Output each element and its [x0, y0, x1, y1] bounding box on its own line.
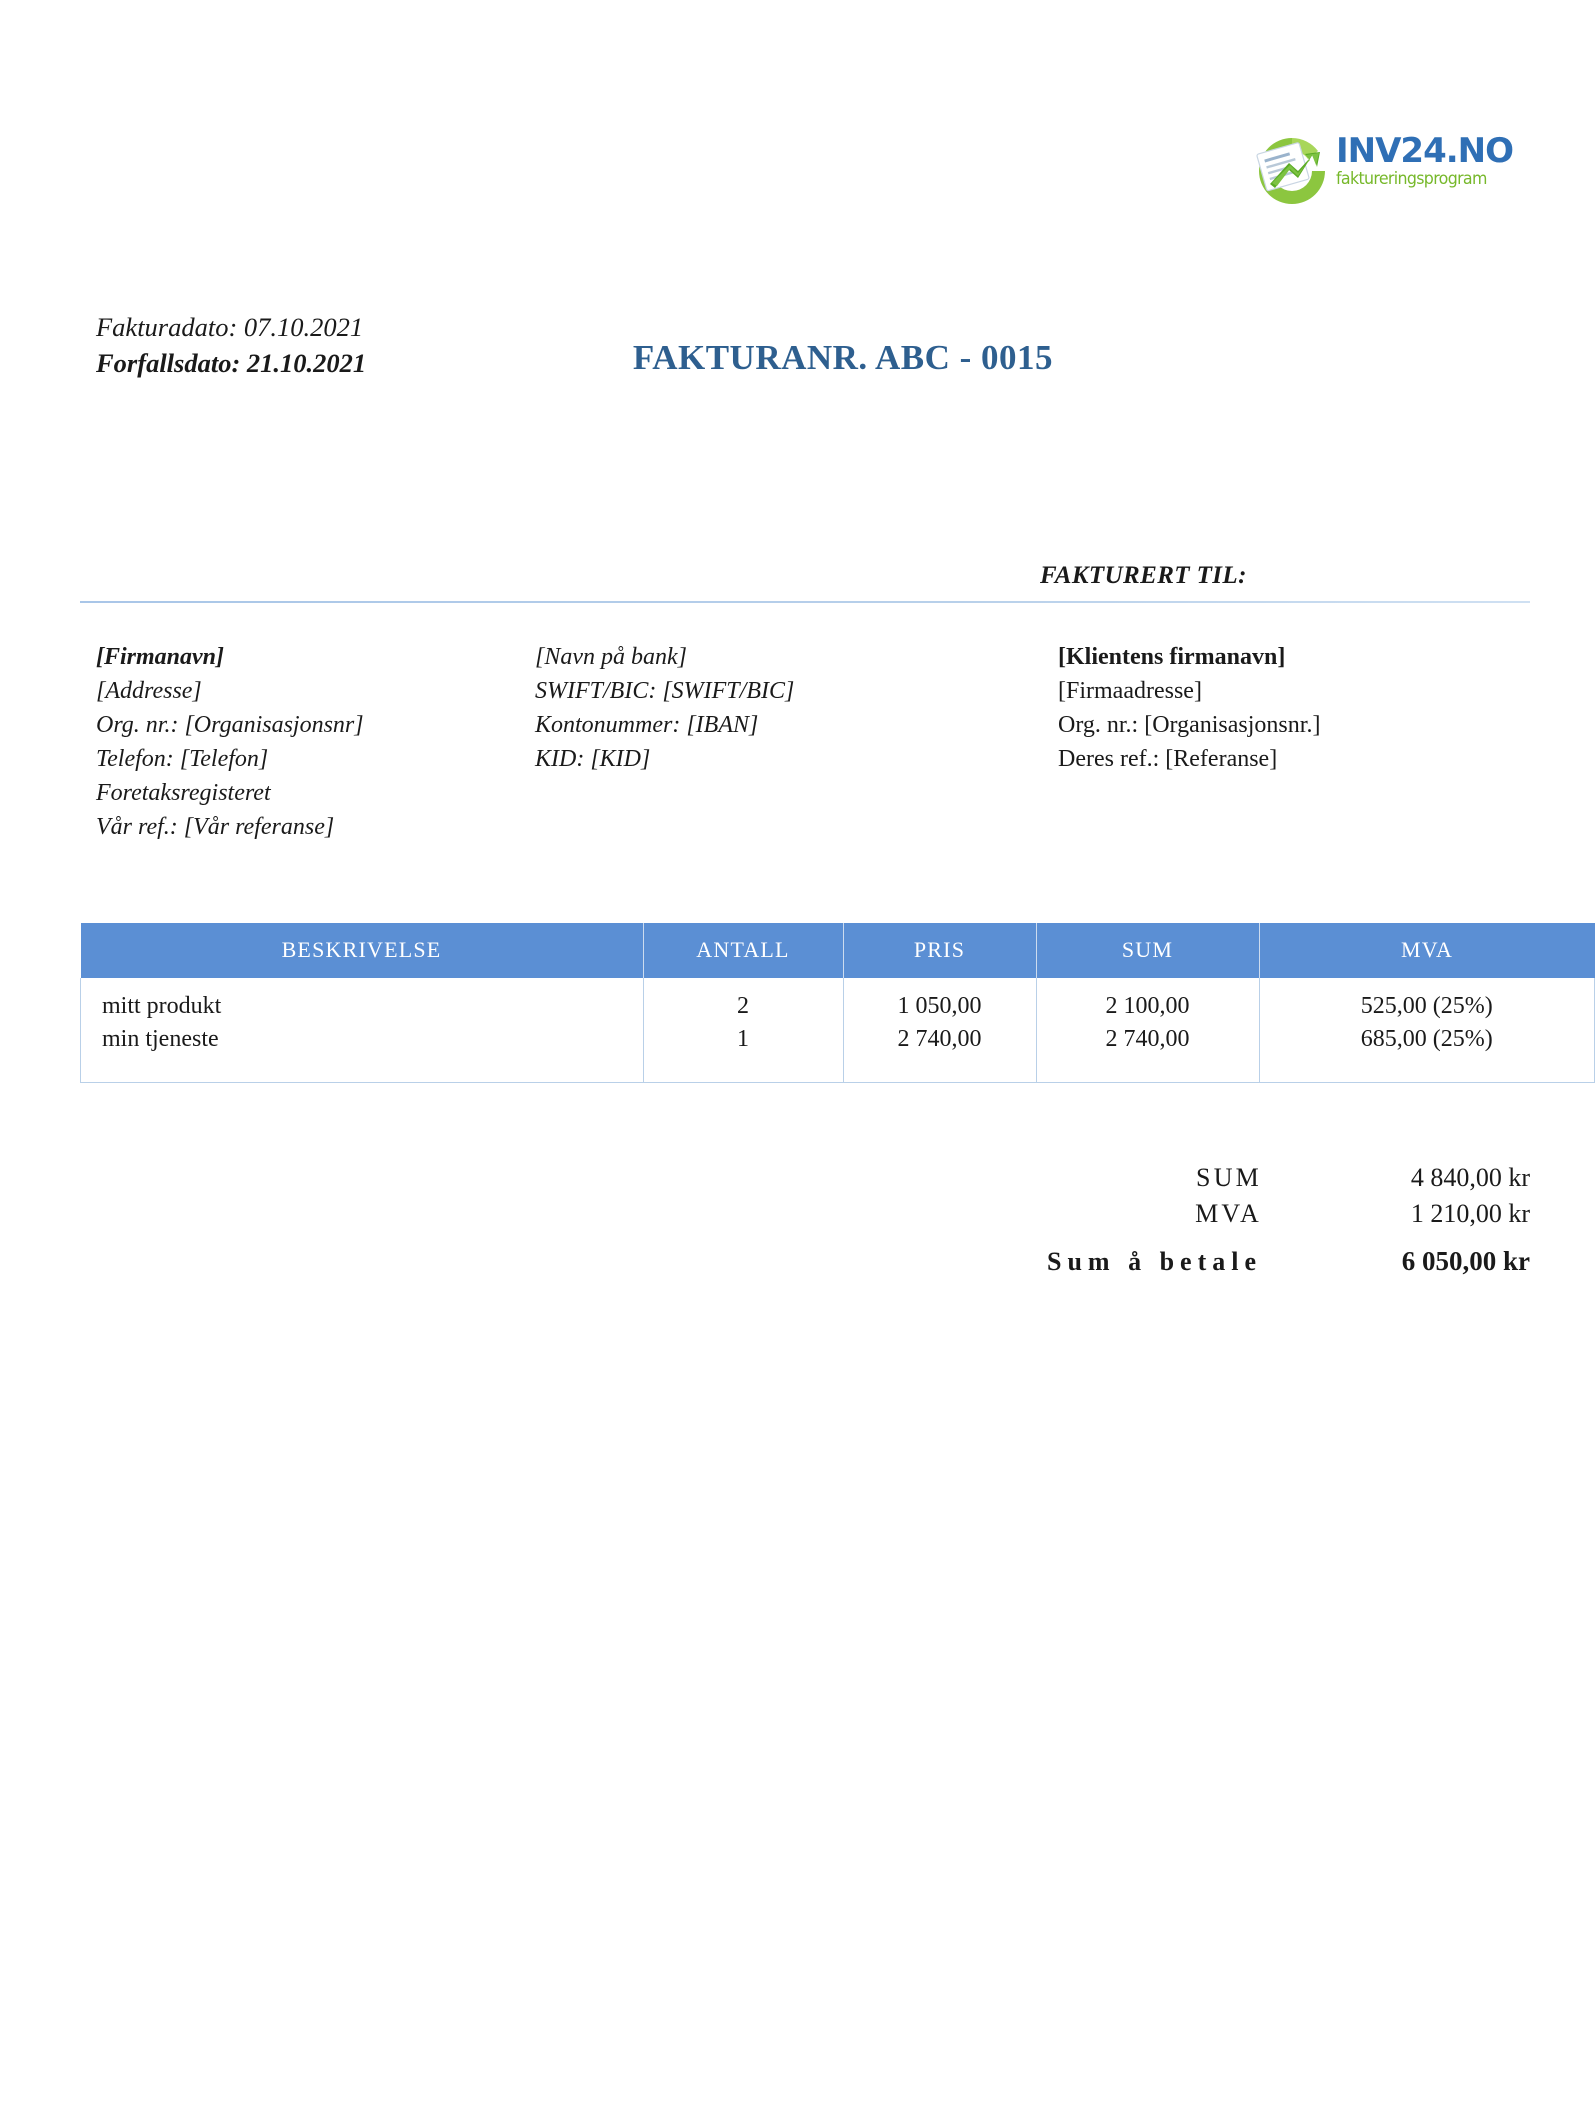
- totals-sum-value: 4 840,00 kr: [1410, 1163, 1530, 1192]
- totals-grand-value: 6 050,00 kr: [1401, 1246, 1530, 1276]
- cell-sum: [1036, 978, 1259, 1083]
- sender-registry: Foretaksregisteret: [96, 780, 271, 807]
- table-row: [81, 978, 1595, 1083]
- totals-row-vat: [1047, 1196, 1530, 1232]
- client-company-name: [Klientens firmanavn]: [1058, 644, 1286, 670]
- totals-row-sum: [1047, 1160, 1530, 1196]
- client-address: [Firmaadresse]: [1058, 678, 1202, 705]
- bank-swift: SWIFT/BIC: [SWIFT/BIC]: [535, 678, 795, 705]
- totals-vat-label: MVA: [1195, 1199, 1262, 1228]
- totals-vat-value: 1 210,00 kr: [1410, 1199, 1530, 1228]
- invoice-items-table: [80, 923, 1595, 1083]
- client-your-reference: Deres ref.: [Referanse]: [1058, 746, 1278, 773]
- cell-price: [843, 978, 1036, 1083]
- cell-quantity: [643, 978, 843, 1083]
- brand-name: INV24.NO: [1336, 131, 1514, 171]
- header-divider: [80, 601, 1530, 603]
- cell-price-text: 1 050,00 2 740,00: [897, 993, 982, 1053]
- cell-description-text: mitt produkt min tjeneste: [102, 993, 222, 1053]
- cell-description: [81, 978, 644, 1083]
- sender-address: [Addresse]: [96, 678, 202, 705]
- brand-logo: [1253, 130, 1514, 210]
- column-header-vat: MVA: [1259, 923, 1595, 978]
- totals-block: [1047, 1160, 1530, 1280]
- cell-quantity-text: 2 1: [737, 993, 749, 1053]
- totals-row-grand: [1047, 1232, 1530, 1280]
- brand-logo-text: [1336, 131, 1514, 188]
- invoice-date: Fakturadato: 07.10.2021: [96, 312, 364, 342]
- bank-details: [535, 640, 794, 776]
- brand-tagline: faktureringsprogram: [1336, 169, 1487, 188]
- sender-company-name: [Firmanavn]: [96, 644, 225, 670]
- cell-vat: [1259, 978, 1595, 1083]
- table-header-row: [81, 923, 1595, 978]
- totals-grand-label: Sum å betale: [1047, 1246, 1262, 1276]
- sender-details: [96, 640, 364, 844]
- bank-account-number: Kontonummer: [IBAN]: [535, 712, 759, 739]
- due-date: Forfallsdato: 21.10.2021: [96, 347, 367, 378]
- sender-phone: Telefon: [Telefon]: [96, 746, 269, 773]
- sender-org-number: Org. nr.: [Organisasjonsnr]: [96, 712, 364, 739]
- sender-our-reference: Vår ref.: [Vår referanse]: [96, 814, 335, 841]
- cell-vat-text: 525,00 (25%) 685,00 (25%): [1360, 993, 1493, 1053]
- column-header-price: PRIS: [843, 923, 1036, 978]
- bank-name: [Navn på bank]: [535, 644, 687, 670]
- bank-kid: KID: [KID]: [535, 746, 651, 773]
- totals-sum-label: SUM: [1196, 1163, 1262, 1192]
- invoice-arrow-logo-icon: [1253, 132, 1331, 208]
- column-header-description: BESKRIVELSE: [81, 923, 644, 978]
- page-title: FAKTURANR. ABC - 0015: [632, 338, 1054, 377]
- client-org-number: Org. nr.: [Organisasjonsnr.]: [1058, 712, 1321, 739]
- client-details: [1058, 640, 1320, 776]
- cell-sum-text: 2 100,00 2 740,00: [1105, 993, 1190, 1053]
- billed-to-label: FAKTURERT TIL:: [1040, 562, 1247, 589]
- column-header-quantity: ANTALL: [643, 923, 843, 978]
- column-header-sum: SUM: [1036, 923, 1259, 978]
